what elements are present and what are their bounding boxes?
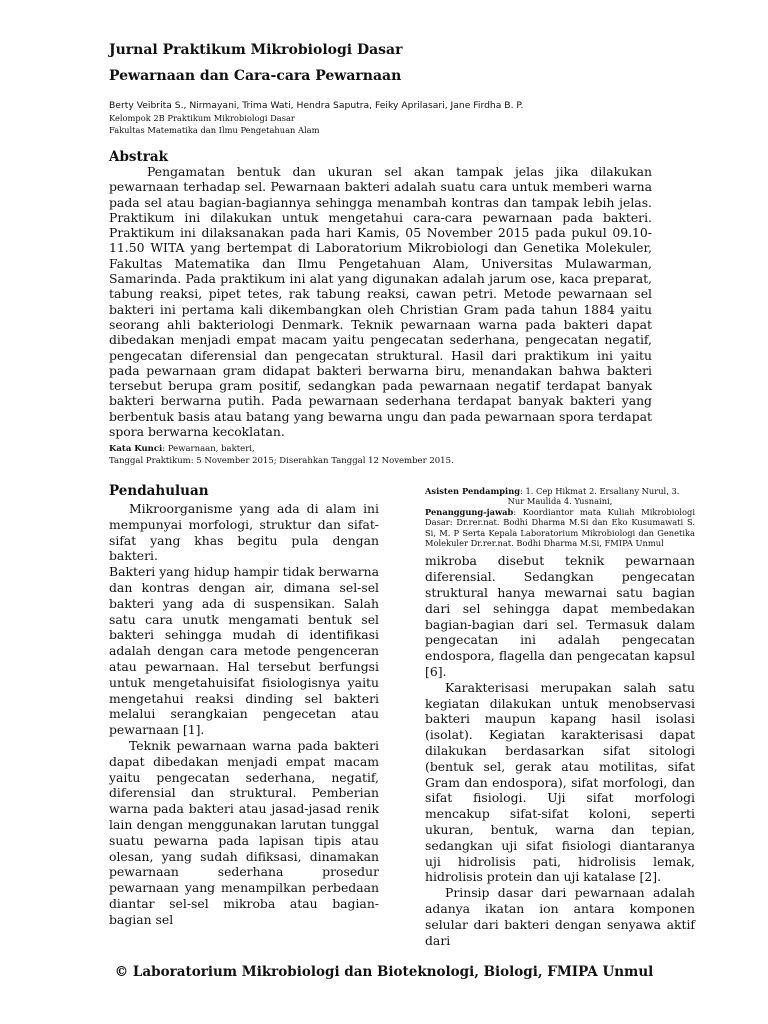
keywords [109,444,255,454]
assistant-value: : 1. Cep Hikmat 2. Ersaliany Nurul, 3. [520,486,680,496]
responsible-label: Penanggung-jawab [425,506,514,517]
paper-title: Pewarnaan dan Cara-cara Pewarnaan [109,68,402,84]
intro-heading: Pendahuluan [109,483,209,499]
intro-paragraph: Bakteri yang hidup hampir tidak berwarna dan kontras dengan air, dimana sel-sel bakteri yang ada di suspensikan. Salah satu cara unutk mengamati bentuk sel bakteri sehingga mudah di identifikasi adalah dengan cara metode pengenceran atau pewarnaan. Hal tersebut berfungsi untuk mengetahuisifat fisiologisnya yaitu mengetahui reaksi dinding sel bakteri melalui serangkaian pengecetan atau pewarnaan [1]. [109,564,379,738]
intro-paragraph: Teknik pewarnaan warna pada bakteri dapat dibedakan menjadi empat macam yaitu pengecatan sederhana, negatif, diferensial dan struktural. Pemberian warna pada bakteri atau jasad-jasad renik lain dengan menggunakan larutan tunggal suatu pewarna pada lapisan tipis atau olesan, yang sudah difiksasi, dinamakan pewarnaan sederhana prosedur pewarnaan yang menampilkan perbedaan diantar sel-sel mikroba atau bagian- bagian sel [109,737,379,927]
journal-title: Jurnal Praktikum Mikrobiologi Dasar [109,42,403,58]
right-column [425,486,695,948]
body-paragraph: mikroba disebut teknik pewarnaan diferensial. Sedangkan pengecatan struktural hanya mewarnai satu bagian dari sel sehingga dapat membedakan bagian-bagian dari sel. Termasuk dalam pengecatan ini adalah pengecatan endospora, flagella dan pengecatan kapsul [6]. [425,553,695,680]
abstract-text: Pengamatan bentuk dan ukuran sel akan tampak jelas jika dilakukan pewarnaan terhadap sel. Pewarnaan bakteri adalah suatu cara untuk memberi warna pada sel atau bagian-bagiannya sehingga menambah kontras dan tampak lebih jelas. Praktikum ini dilakukan untuk mengetahui cara-cara pewarnaan pada bakteri. Praktikum ini dilaksanakan pada hari Kamis, 05 November 2015 pada pukul 09.10-11.50 WITA yang bertempat di Laboratorium Mikrobiologi dan Genetika Molekuler, Fakultas Matematika dan Ilmu Pengetahuan Alam, Universitas Mulawarman, Samarinda. Pada praktikum ini alat yang digunakan adalah jarum ose, kaca preparat, tabung reaksi, pipet tetes, rak tabung reaksi, cawan petri. Metode pewarnaan sel bakteri ini pertama kali dikembangkan oleh Christian Gram pada tahun 1884 yaitu seorang ahli bakteriologi Denmark. Teknik pewarnaan warna pada bakteri dapat dibedakan menjadi empat macam yaitu pengecatan sederhana, pengecatan negatif, pengecatan diferensial dan pengecatan struktural. Hasil dari praktikum ini yaitu pada pewarnaan gram didapat bakteri berwarna biru, menandakan bahwa bakteri tersebut berupa gram positif, sedangkan pada pewarnaan negatif terdapat banyak bakteri berwarna putih. Pada pewarnaan sederhana terdapat banyak bakteri yang berbentuk basis atau batang yang bewarna ungu dan pada pewarnaan spora terdapat spora berwarna kecoklatan. [109,164,652,440]
intro-paragraph: Mikroorganisme yang ada di alam ini mempunyai morfologi, struktur dan sifat-sifat yang khas begitu pula dengan bakteri. [109,501,379,564]
author-list: Berty Veibrita S., Nirmayani, Trima Wati, Hendra Saputra, Feiky Aprilasari, Jane Firdha B. P. [109,100,524,111]
left-column [109,483,379,928]
keywords-value: : Pewarnaan, bakteri, [162,444,255,454]
assistant-note [425,486,695,548]
body-paragraph: Karakterisasi merupakan salah satu kegiatan dilakukan untuk menobservasi bakteri maupun kapang hasil isolasi (isolat). Kegiatan karakterisasi dapat dilakukan berdasarkan sifat sitologi (bentuk sel, gerak atau motilitas, sifat Gram dan endospora), sifat morfologi, dan sifat fisiologi. Uji sifat morfologi mencakup sifat-sifat koloni, seperti ukuran, bentuk, warna dan tepian, sedangkan uji sifat fisiologi diantaranya uji hidrolisis pati, hidrolisis lemak, hidrolisis protein dan uji katalase [2]. [425,679,695,885]
body-paragraph: Prinsip dasar dari pewarnaan adalah adanya ikatan ion antara komponen selular dari bakteri dengan senyawa aktif dari [425,885,695,948]
affiliation-faculty: Fakultas Matematika dan Ilmu Pengetahuan Alam [109,125,320,135]
page-footer: © Laboratorium Mikrobiologi dan Bioteknologi, Biologi, FMIPA Unmul [114,964,654,980]
abstract-heading: Abstrak [109,149,168,165]
affiliation-group: Kelompok 2B Praktikum Mikrobiologi Dasar [109,113,295,123]
assistant-value-cont: Nur Maulida 4. Yusnaini, [507,496,613,507]
keywords-label: Kata Kunci [109,444,163,454]
submission-dates: Tanggal Praktikum: 5 November 2015; Diserahkan Tanggal 12 November 2015. [109,456,454,466]
responsible-value: : Koordiantor mata Kuliah Mikrobiologi Dasar: Dr.rer.nat. Bodhi Dharma M.Si dan Eko Kusumawati S. Si, M. P Serta Kepala Laboratorium Mikrobiologi dan Genetika Molekuler Dr.rer.nat. Bodhi Dharma M.Si, FMIPA Unmul [425,506,695,549]
assistant-label: Asisten Pendamping [425,486,521,496]
